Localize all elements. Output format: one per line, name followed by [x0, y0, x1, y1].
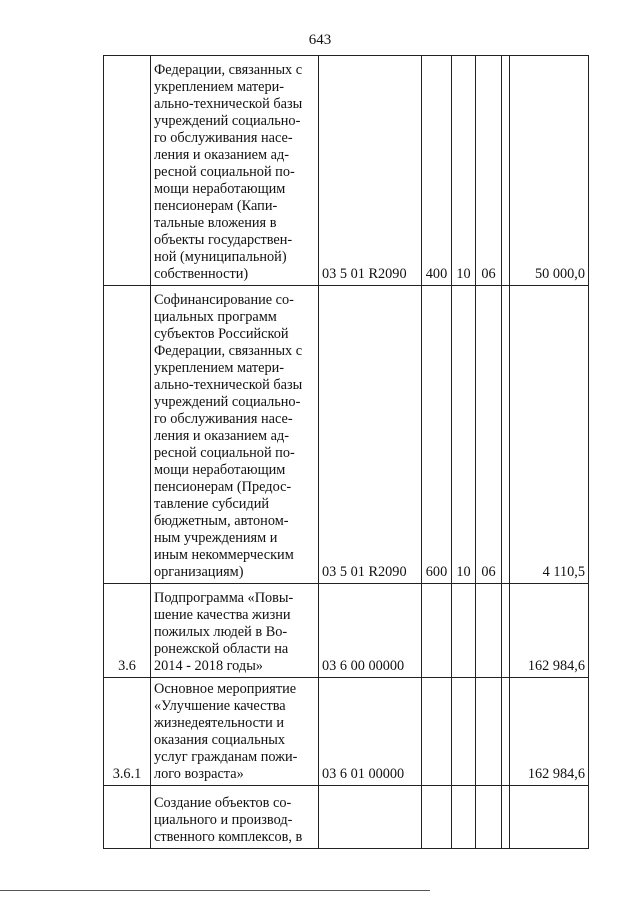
row-number: 3.6 [104, 584, 151, 678]
spacer-cell [502, 584, 510, 678]
row-name [151, 678, 319, 786]
name-line: укреплением матери- [154, 79, 285, 95]
name-line: го обслуживания насе- [154, 411, 293, 427]
name-line: лого возраста» [154, 766, 244, 782]
amount: 4 110,5 [510, 286, 589, 584]
row-number: 3.6.1 [104, 678, 151, 786]
subsection-code: 06 [476, 56, 502, 286]
name-line: Федерации, связанных с [154, 62, 303, 78]
name-line: шение качества жизни [154, 607, 291, 623]
name-line: ресной социальной по- [154, 445, 295, 461]
section-code: 10 [452, 286, 476, 584]
target-article-code: 03 5 01 R2090 [319, 56, 422, 286]
name-line: Подпрограмма «Повы- [154, 590, 294, 606]
spacer-cell [502, 678, 510, 786]
row-name [151, 786, 319, 849]
name-line: Федерации, связанных с [154, 343, 303, 359]
name-line: бюджетным, автоном- [154, 513, 289, 529]
name-line: оказания социальных [154, 732, 285, 748]
name-line: циального и производ- [154, 812, 293, 828]
name-line: ления и оказанием ад- [154, 428, 290, 444]
name-line: укреплением матери- [154, 360, 285, 376]
expense-type-code: 400 [422, 56, 452, 286]
spacer-cell [502, 286, 510, 584]
subsection-code [476, 584, 502, 678]
name-line: ресной социальной по- [154, 164, 295, 180]
expense-type-code [422, 678, 452, 786]
name-line: жизнедеятельности и [154, 715, 285, 731]
name-line: мощи неработающим [154, 462, 286, 478]
amount [510, 786, 589, 849]
amount: 162 984,6 [510, 584, 589, 678]
footer-divider [0, 890, 430, 891]
table-row [104, 584, 589, 678]
name-line: организациям) [154, 564, 244, 580]
name-line: собственности) [154, 266, 249, 282]
section-code [452, 584, 476, 678]
name-line: пенсионерам (Капи- [154, 198, 278, 214]
table-row [104, 786, 589, 849]
name-line: циальных программ [154, 309, 277, 325]
spacer-cell [502, 56, 510, 286]
name-line: ально-технической базы [154, 96, 303, 112]
row-number [104, 286, 151, 584]
name-line: «Улучшение качества [154, 698, 286, 714]
name-line: пенсионерам (Предос- [154, 479, 292, 495]
spacer-cell [502, 786, 510, 849]
name-line: иным некоммерческим [154, 547, 294, 563]
name-line: го обслуживания насе- [154, 130, 293, 146]
name-line: ным учреждениям и [154, 530, 278, 546]
row-name [151, 286, 319, 584]
expense-type-code [422, 584, 452, 678]
name-line: тальные вложения в [154, 215, 277, 231]
name-line: Софинансирование со- [154, 292, 294, 308]
target-article-code: 03 5 01 R2090 [319, 286, 422, 584]
name-line: учреждений социально- [154, 394, 301, 410]
name-line: пожилых людей в Во- [154, 624, 288, 640]
name-line: ронежской области на [154, 641, 289, 657]
name-line: Создание объектов со- [154, 795, 292, 811]
page-number: 643 [308, 32, 332, 48]
amount: 162 984,6 [510, 678, 589, 786]
name-line: Основное мероприятие [154, 681, 297, 697]
name-line: ной (муниципальной) [154, 249, 287, 265]
name-line: объекты государствен- [154, 232, 293, 248]
subsection-code [476, 786, 502, 849]
subsection-code: 06 [476, 286, 502, 584]
table-row [104, 56, 589, 286]
section-code: 10 [452, 56, 476, 286]
name-line: ально-технической базы [154, 377, 303, 393]
name-line: мощи неработающим [154, 181, 286, 197]
subsection-code [476, 678, 502, 786]
amount: 50 000,0 [510, 56, 589, 286]
row-name [151, 56, 319, 286]
section-code [452, 786, 476, 849]
name-line: ления и оказанием ад- [154, 147, 290, 163]
name-line: тавление субсидий [154, 496, 269, 512]
expense-type-code: 600 [422, 286, 452, 584]
section-code [452, 678, 476, 786]
expense-type-code [422, 786, 452, 849]
table-row [104, 678, 589, 786]
row-number [104, 56, 151, 286]
name-line: учреждений социально- [154, 113, 301, 129]
row-number [104, 786, 151, 849]
budget-table [103, 55, 589, 849]
target-article-code: 03 6 00 00000 [319, 584, 422, 678]
target-article-code: 03 6 01 00000 [319, 678, 422, 786]
name-line: услуг гражданам пожи- [154, 749, 298, 765]
name-line: субъектов Российской [154, 326, 289, 342]
row-name [151, 584, 319, 678]
name-line: ственного комплексов, в [154, 829, 303, 845]
table-row [104, 286, 589, 584]
target-article-code [319, 786, 422, 849]
name-line: 2014 - 2018 годы» [154, 658, 263, 674]
